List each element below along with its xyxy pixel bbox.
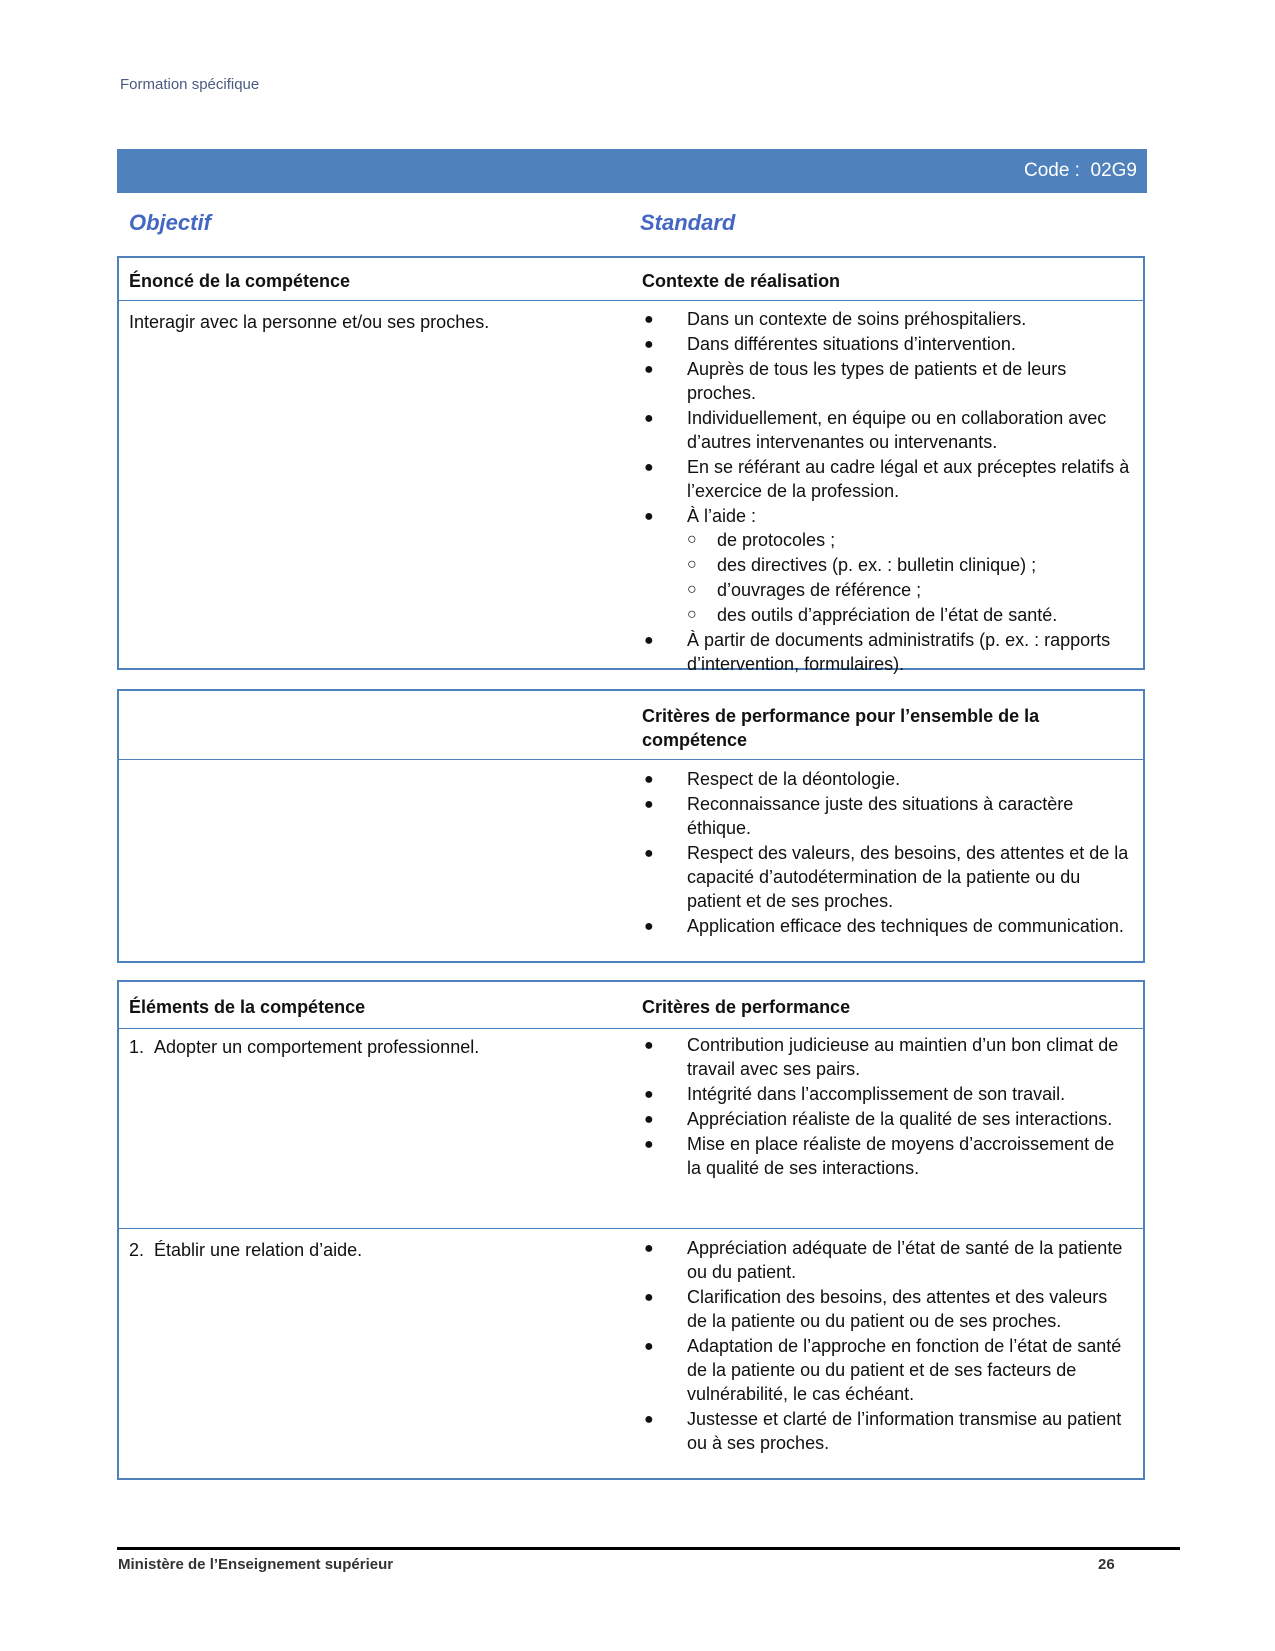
list-item: ● Reconnaissance juste des situations à caractère éthique. <box>644 794 1074 838</box>
list-item: ● Dans un contexte de soins préhospitaliers. <box>642 307 1132 331</box>
circle-bullet-icon: ○ <box>687 556 697 573</box>
sub-list-item: ○ des directives (p. ex. : bulletin clinique) ; <box>687 555 1037 575</box>
elements-criteria-table <box>117 980 1145 1480</box>
bullet-icon: ● <box>644 796 654 813</box>
element-number: 1. <box>129 1037 145 1057</box>
overall-criteria-header: Critères de performance pour l’ensemble de la compétence <box>642 706 1040 750</box>
bullet-icon: ● <box>644 771 654 788</box>
sub-list-item: ○ des outils d’appréciation de l’état de santé. <box>687 605 1058 625</box>
page-number: 26 <box>1098 1556 1115 1573</box>
overall-criteria-table <box>117 689 1145 963</box>
sub-list-item: ○ d’ouvrages de référence ; <box>687 580 922 600</box>
code-bar <box>117 149 1147 193</box>
bullet-icon: ● <box>644 508 654 525</box>
circle-bullet-icon: ○ <box>687 606 697 623</box>
competency-code <box>1024 160 1137 182</box>
bullet-icon: ● <box>644 1086 654 1103</box>
list-item: ● À l’aide : ○ de protocoles ; ○ des directives (p. ex. : bulletin clinique) ; ○ d’ouvrages de référence ; ○ des outils d’appréciation de l’état de santé. <box>642 504 1132 627</box>
running-header: Formation spécifique <box>120 76 260 93</box>
competence-statement: Interagir avec la personne et/ou ses proches. <box>129 312 490 332</box>
criteria-header: Critères de performance <box>642 997 851 1017</box>
footer-ministry: Ministère de l’Enseignement supérieur <box>118 1556 394 1573</box>
statement-header: Énoncé de la compétence <box>129 271 351 291</box>
overall-criteria-list <box>642 767 1132 939</box>
row-divider <box>119 1228 1143 1229</box>
element-2 <box>129 1238 362 1262</box>
footer-rule <box>117 1547 1180 1550</box>
bullet-icon: ● <box>644 1411 654 1428</box>
bullet-icon: ● <box>644 1037 654 1054</box>
section-standard: Standard <box>640 210 736 235</box>
list-item: ● Auprès de tous les types de patients et de leurs proches. <box>644 359 1067 403</box>
bullet-icon: ● <box>644 1136 654 1153</box>
list-item: ● Appréciation adéquate de l’état de santé de la patiente ou du patient. <box>644 1238 1123 1282</box>
list-item: ● Appréciation réaliste de la qualité de ses interactions. <box>642 1107 1132 1131</box>
list-item: ● Respect des valeurs, des besoins, des attentes et de la capacité d’autodétermination de la patiente ou du patient et de ses proches. <box>644 843 1129 911</box>
list-item: ● Dans différentes situations d’intervention. <box>642 332 1132 356</box>
element-1-criteria <box>642 1033 1132 1181</box>
bullet-icon: ● <box>644 311 654 328</box>
list-item: ● En se référant au cadre légal et aux préceptes relatifs à l’exercice de la profession. <box>644 457 1130 501</box>
list-item: ● Contribution judicieuse au maintien d’un bon climat de travail avec ses pairs. <box>644 1035 1119 1079</box>
context-list <box>642 307 1132 677</box>
list-item: ● Justesse et clarté de l’information transmise au patient ou à ses proches. <box>644 1409 1122 1453</box>
competence-statement-table <box>117 256 1145 674</box>
element-2-criteria <box>642 1236 1132 1456</box>
list-item: ● Mise en place réaliste de moyens d’accroissement de la qualité de ses interactions. <box>644 1134 1115 1178</box>
list-item: ● Clarification des besoins, des attentes et des valeurs de la patiente ou du patient ou de ses proches. <box>644 1287 1108 1331</box>
list-item: ● Application efficace des techniques de communication. <box>642 914 1132 938</box>
code-value: 02G9 <box>1090 160 1137 181</box>
bullet-icon: ● <box>644 632 654 649</box>
section-objectif: Objectif <box>129 210 211 235</box>
elements-header: Éléments de la compétence <box>129 997 366 1017</box>
bullet-icon: ● <box>644 845 654 862</box>
bullet-icon: ● <box>644 918 654 935</box>
sub-list-item: ○ de protocoles ; <box>687 530 836 550</box>
bullet-icon: ● <box>644 336 654 353</box>
element-number: 2. <box>129 1240 145 1260</box>
list-item: ● Respect de la déontologie. <box>642 767 1132 791</box>
bullet-icon: ● <box>644 1289 654 1306</box>
list-item: ● Intégrité dans l’accomplissement de son travail. <box>642 1082 1132 1106</box>
context-header: Contexte de réalisation <box>642 271 841 291</box>
bullet-icon: ● <box>644 410 654 427</box>
tools-sublist <box>687 528 1132 627</box>
element-label: Établir une relation d’aide. <box>154 1240 363 1260</box>
list-item: ● Individuellement, en équipe ou en collaboration avec d’autres intervenantes ou intervenants. <box>644 408 1107 452</box>
list-item: ● Adaptation de l’approche en fonction de l’état de santé de la patiente ou du patient et de ses facteurs de vulnérabilité, le cas échéant. <box>644 1336 1122 1404</box>
bullet-icon: ● <box>644 361 654 378</box>
bullet-icon: ● <box>644 1338 654 1355</box>
bullet-icon: ● <box>644 459 654 476</box>
circle-bullet-icon: ○ <box>687 531 697 548</box>
list-item: ● À partir de documents administratifs (p. ex. : rapports d’intervention, formulaires). <box>644 630 1111 674</box>
element-label: Adopter un comportement professionnel. <box>154 1037 480 1057</box>
code-label: Code : <box>1023 160 1080 181</box>
bullet-icon: ● <box>644 1240 654 1257</box>
circle-bullet-icon: ○ <box>687 581 697 598</box>
bullet-icon: ● <box>644 1111 654 1128</box>
element-1 <box>129 1035 479 1059</box>
